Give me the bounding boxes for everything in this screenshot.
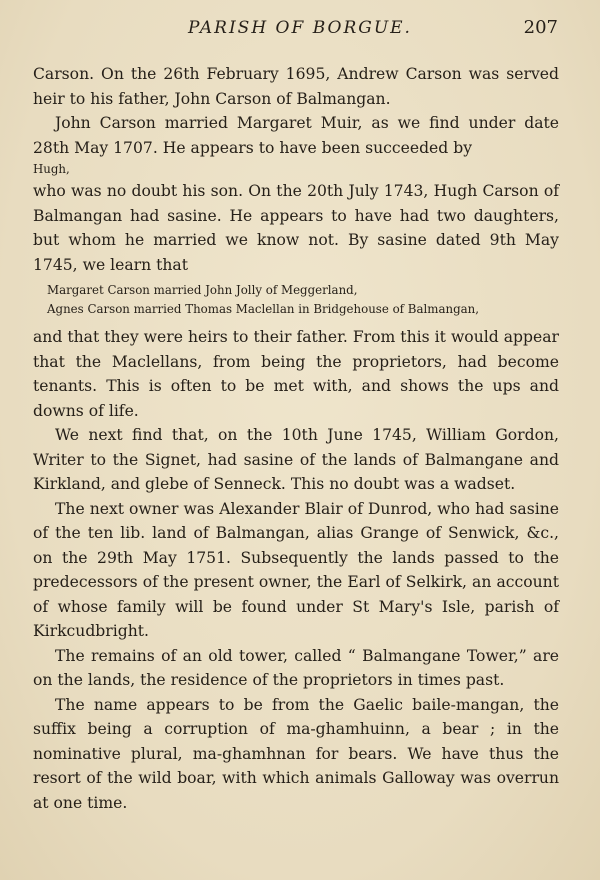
paragraph-john-carson: John Carson married Margaret Muir, as we find under date 28th May 1707. He appears to have been succeeded by (33, 114, 559, 157)
paragraph-heirs: and that they were heirs to their father. From this it would appear that the Maclellans, from being the proprietors, had become tenants. This is often to be met with, and shows the ups and downs of life. (33, 328, 559, 420)
body-text (33, 62, 559, 815)
running-head (0, 14, 600, 42)
paragraph-gordon: We next find that, on the 10th June 1745, William Gordon, Writer to the Signet, had sasine of the lands of Balmangane and Kirkland, and glebe of Senneck. This no doubt was a wadset. (33, 426, 559, 493)
paragraph-etymology: The name appears to be from the Gaelic baile-mangan, the suffix being a corruption of ma-ghamhuinn, a bear ; in the nominative plural, ma-ghamhnan for bears. We have thus the resort of the wild boar, with which animals Galloway was overrun at one time. (33, 695, 559, 812)
paragraph-tower: The remains of an old tower, called “ Balmangane Tower,” are on the lands, the residence of the proprietors in times past. (33, 646, 559, 689)
paragraph-hugh-carson: who was no doubt his son. On the 20th July 1743, Hugh Carson of Balmangan had sasine. He appears to have had two daughters, but whom he married we know not. By sasine dated 9th May 1745, we learn that (33, 182, 559, 274)
running-title: PARISH OF BORGUE. (188, 18, 412, 38)
quote-line-margaret: Margaret Carson married John Jolly of Meggerland, (47, 283, 358, 297)
page-number: 207 (523, 17, 558, 38)
sasine-quotation (47, 281, 559, 319)
name-heading-hugh: Hugh, (33, 162, 70, 176)
quote-line-agnes: Agnes Carson married Thomas Maclellan in Bridgehouse of Balmangan, (47, 302, 480, 316)
paragraph-blair: The next owner was Alexander Blair of Dunrod, who had sasine of the ten lib. land of Balmangan, alias Grange of Senwick, &c., on the 29th May 1751. Subsequently the lands passed to the predecessors of the present owner, the Earl of Selkirk, an account of whose family will be found under St Mary's Isle, parish of Kirkcudbright. (33, 499, 559, 640)
paragraph-carson-heir: Carson. On the 26th February 1695, Andrew Carson was served heir to his father, John Carson of Balmangan. (33, 65, 559, 108)
